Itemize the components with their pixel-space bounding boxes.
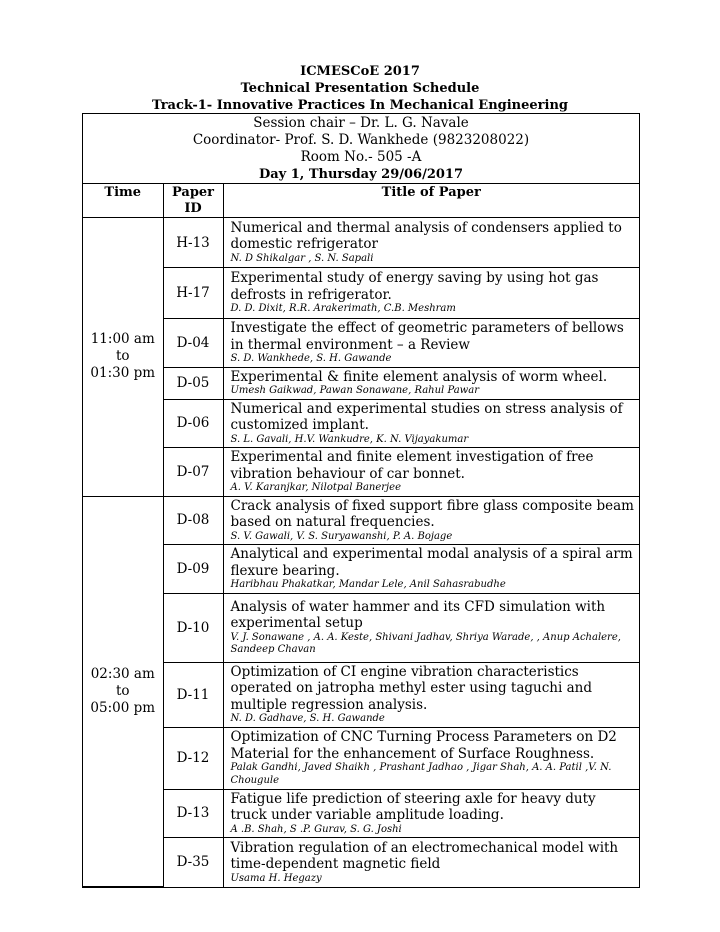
time-start: 02:30 am	[90, 665, 155, 682]
paper-cell	[223, 727, 639, 789]
column-header-title: Title of Paper	[223, 184, 639, 218]
schedule-table	[83, 183, 639, 887]
session-info	[83, 114, 639, 183]
paper-id: H-17	[163, 268, 223, 319]
paper-id: D-35	[163, 838, 223, 887]
paper-title: Optimization of CI engine vibration characteristics operated on jatropha methyl ester using taguchi and multiple regression analysis.	[230, 663, 592, 713]
paper-id: D-13	[163, 789, 223, 838]
paper-authors: D. D. Dixit, R.R. Arakerimath, C.B. Meshram	[230, 303, 456, 315]
paper-title: Numerical and thermal analysis of condensers applied to domestic refrigerator	[230, 219, 622, 253]
paper-cell	[223, 399, 639, 448]
paper-id: D-12	[163, 727, 223, 789]
table-header-row	[83, 184, 639, 218]
track-title: Track-1- Innovative Practices In Mechanical Engineering	[151, 98, 569, 113]
paper-id: D-05	[163, 367, 223, 399]
session-coordinator: Coordinator- Prof. S. D. Wankhede (9823208022)	[192, 132, 530, 148]
session-day: Day 1, Thursday 29/06/2017	[258, 167, 464, 182]
table-row	[83, 838, 639, 887]
document-header	[0, 63, 720, 114]
table-row	[83, 399, 639, 448]
time-sep: to	[115, 348, 130, 365]
paper-cell	[223, 789, 639, 838]
column-header-paper-id: Paper ID	[163, 184, 223, 218]
table-row	[83, 496, 639, 545]
paper-title: Experimental and finite element investigation of free vibration behaviour of car bonnet.	[230, 449, 594, 482]
table-row	[83, 319, 639, 368]
paper-title: Experimental & finite element analysis of worm wheel.	[230, 368, 608, 385]
paper-id: D-09	[163, 545, 223, 594]
paper-cell	[223, 218, 639, 268]
column-header-time: Time	[83, 184, 163, 218]
paper-authors: A .B. Shah, S .P. Gurav, S. G. Joshi	[230, 823, 402, 835]
paper-authors: Haribhau Phakatkar, Mandar Lele, Anil Sahasrabudhe	[230, 579, 506, 590]
time-slot	[83, 496, 163, 887]
time-start: 11:00 am	[90, 331, 155, 348]
paper-id: H-13	[163, 218, 223, 268]
paper-title: Crack analysis of fixed support fibre glass composite beam based on natural frequencies.	[230, 497, 634, 530]
paper-authors: Palak Gandhi, Javed Shaikh , Prashant Jadhao , Jigar Shah, A. A. Patil ,V. N. Chougule	[230, 762, 612, 786]
session-chair: Session chair – Dr. L. G. Navale	[253, 115, 469, 131]
paper-title: Optimization of CNC Turning Process Parameters on D2 Material for the enhancement of Surface Roughness.	[230, 729, 617, 762]
paper-cell	[223, 838, 639, 887]
paper-cell	[223, 319, 639, 368]
paper-id: D-06	[163, 399, 223, 448]
paper-id: D-04	[163, 319, 223, 368]
time-end: 01:30 pm	[90, 365, 156, 382]
paper-id: D-10	[163, 593, 223, 662]
table-row	[83, 218, 639, 268]
paper-id: D-11	[163, 662, 223, 727]
paper-cell	[223, 448, 639, 497]
table-row	[83, 727, 639, 789]
table-row	[83, 367, 639, 399]
time-slot	[83, 218, 163, 497]
paper-title: Analysis of water hammer and its CFD simulation with experimental setup	[230, 598, 606, 631]
table-row	[83, 593, 639, 662]
conference-title: ICMESCoE 2017	[300, 64, 420, 79]
paper-title: Experimental study of energy saving by using hot gas defrosts in refrigerator.	[230, 270, 599, 303]
paper-title: Investigate the effect of geometric parameters of bellows in thermal environment – a Review	[230, 320, 624, 353]
paper-authors: S. V. Gawali, V. S. Suryawanshi, P. A. Bojage	[230, 530, 453, 542]
paper-id: D-07	[163, 448, 223, 497]
paper-cell	[223, 268, 639, 319]
paper-title: Fatigue life prediction of steering axle for heavy duty truck under variable amplitude loading.	[230, 790, 596, 823]
time-sep: to	[115, 682, 130, 699]
paper-cell	[223, 496, 639, 545]
paper-authors: Umesh Gaikwad, Pawan Sonawane, Rahul Pawar	[230, 385, 479, 396]
paper-authors: S. L. Gavali, H.V. Wankudre, K. N. Vijayakumar	[230, 433, 469, 445]
paper-cell	[223, 593, 639, 662]
paper-cell	[223, 545, 639, 594]
time-end: 05:00 pm	[90, 699, 156, 716]
session-room: Room No.- 505 -A	[300, 149, 422, 165]
paper-title: Analytical and experimental modal analysis of a spiral arm flexure bearing.	[230, 546, 633, 579]
table-row	[83, 448, 639, 497]
table-row	[83, 268, 639, 319]
paper-authors: Usama H. Hegazy	[230, 872, 322, 884]
paper-authors: S. D. Wankhede, S. H. Gawande	[230, 353, 392, 364]
paper-authors: N. D. Gadhave, S. H. Gawande	[230, 713, 385, 724]
paper-authors: V. J. Sonawane , A. A. Keste, Shivani Jadhav, Shriya Warade, , Anup Achalere, Sandeep Chavan	[230, 631, 621, 655]
table-row	[83, 789, 639, 838]
table-row	[83, 662, 639, 727]
paper-cell	[223, 662, 639, 727]
paper-id: D-08	[163, 496, 223, 545]
paper-cell	[223, 367, 639, 399]
schedule-title: Technical Presentation Schedule	[240, 81, 480, 96]
paper-authors: N. D Shikalgar , S. N. Sapali	[230, 252, 374, 264]
table-row	[83, 545, 639, 594]
paper-title: Numerical and experimental studies on stress analysis of customized implant.	[230, 400, 623, 433]
paper-title: Vibration regulation of an electromechanical model with time-dependent magnetic field	[230, 839, 619, 872]
paper-authors: A. V. Karanjkar, Nilotpal Banerjee	[230, 482, 401, 493]
schedule-box	[82, 113, 640, 888]
